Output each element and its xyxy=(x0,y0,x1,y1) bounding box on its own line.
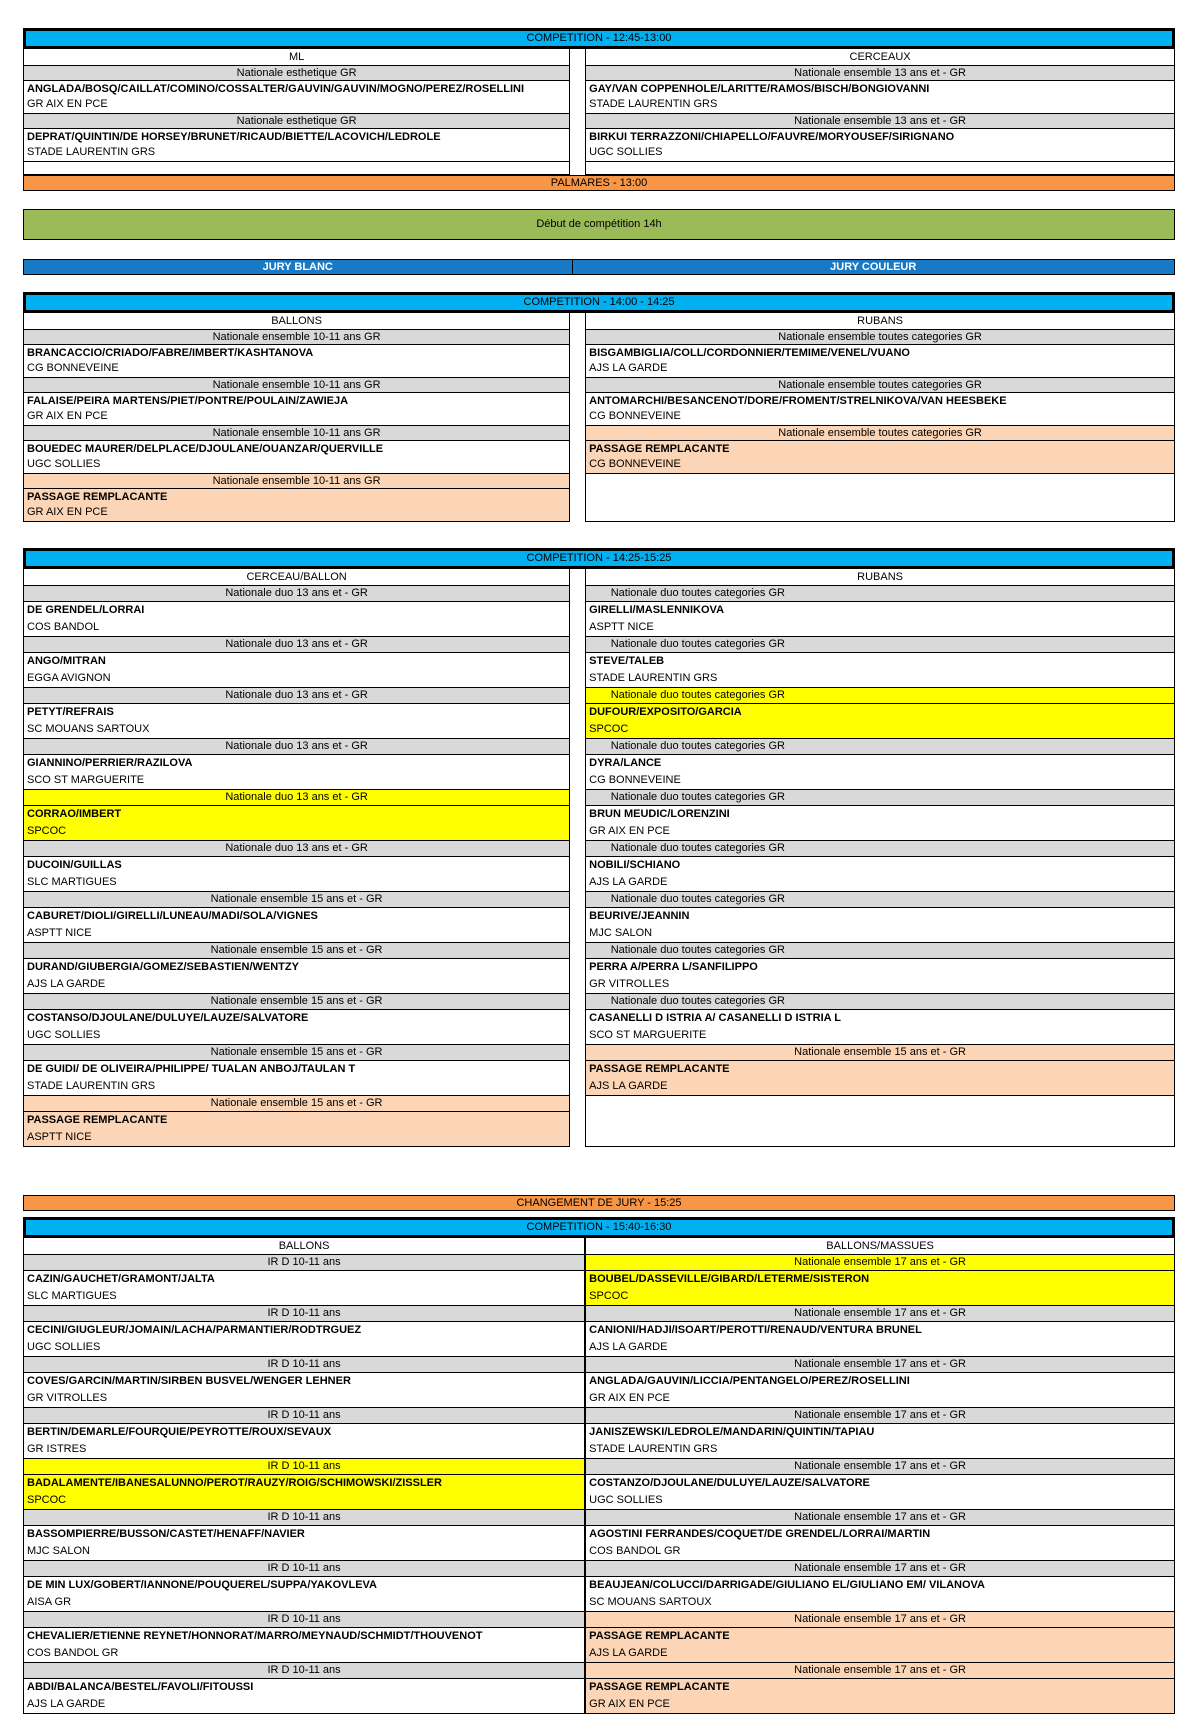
schedule-entry xyxy=(24,790,569,841)
category-header: Nationale ensemble 15 ans et - GR xyxy=(24,1045,569,1061)
columns xyxy=(23,1238,1175,1714)
category-header: Nationale ensemble toutes categories GR xyxy=(586,378,1174,393)
club-name: GR AIX EN PCE xyxy=(24,505,569,521)
apparatus-title: RUBANS xyxy=(586,569,1174,586)
club-name: AJS LA GARDE xyxy=(586,1078,1174,1095)
team-names: DE MIN LUX/GOBERT/IANNONE/POUQUEREL/SUPPA/YAKOVLEVA xyxy=(27,1579,378,1591)
team-names: GAY/VAN COPPENHOLE/LARITTE/RAMOS/BISCH/BONGIOVANNI xyxy=(589,83,930,95)
team-names: ANGLADA/BOSQ/CAILLAT/COMINO/COSSALTER/GAUVIN/GAUVIN/MOGNO/PEREZ/ROSELLINI xyxy=(27,83,525,95)
club-name: STADE LAURENTIN GRS xyxy=(589,672,718,684)
club-name: COS BANDOL GR xyxy=(27,1647,119,1659)
category-header: Nationale ensemble 17 ans et - GR xyxy=(586,1561,1174,1577)
team-names: COSTANSO/DJOULANE/DULUYE/LAUZE/SALVATORE xyxy=(27,1012,309,1024)
right-column xyxy=(585,313,1175,522)
schedule-entry xyxy=(586,688,1174,739)
jury-row xyxy=(23,259,1175,275)
category-header: IR D 10-11 ans xyxy=(24,1408,584,1424)
category-header: Nationale ensemble 13 ans et - GR xyxy=(586,66,1174,81)
schedule-entry xyxy=(586,739,1174,790)
team-names: PASSAGE REMPLACANTE xyxy=(24,1112,569,1129)
team-names: ANGO/MITRAN xyxy=(27,655,106,667)
category-header: Nationale duo 13 ans et - GR xyxy=(24,688,569,704)
schedule-entry xyxy=(586,330,1174,378)
left-column xyxy=(23,49,570,175)
club-name: STADE LAURENTIN GRS xyxy=(589,98,718,110)
schedule-entry xyxy=(24,586,569,637)
category-header: Nationale duo 13 ans et - GR xyxy=(24,637,569,653)
category-header: IR D 10-11 ans xyxy=(24,1561,584,1577)
team-names: FALAISE/PEIRA MARTENS/PIET/PONTRE/POULAIN/ZAWIEJA xyxy=(27,395,349,407)
empty-row xyxy=(586,162,1174,174)
team-names: GIRELLI/MASLENNIKOVA xyxy=(589,604,725,616)
schedule-entry xyxy=(24,943,569,994)
team-names: CAZIN/GAUCHET/GRAMONT/JALTA xyxy=(27,1273,215,1285)
club-name: ASPTT NICE xyxy=(589,621,654,633)
apparatus-title: ML xyxy=(24,49,569,66)
club-name: GR AIX EN PCE xyxy=(586,1696,1174,1713)
competition-section xyxy=(23,548,1175,1147)
schedule-entry xyxy=(24,1408,584,1459)
category-header: IR D 10-11 ans xyxy=(24,1357,584,1373)
team-names: ANGLADA/GAUVIN/LICCIA/PENTANGELO/PEREZ/ROSELLINI xyxy=(589,1375,910,1387)
apparatus-title: CERCEAUX xyxy=(586,49,1174,66)
category-header: Nationale duo toutes categories GR xyxy=(586,841,1174,857)
club-name: GR AIX EN PCE xyxy=(27,98,108,110)
club-name: SPCOC xyxy=(586,1288,1174,1305)
category-header: Nationale ensemble 15 ans et - GR xyxy=(24,994,569,1010)
team-names: BADALAMENTE/IBANESALUNNO/PEROT/RAUZY/ROIG/SCHIMOWSKI/ZISSLER xyxy=(24,1475,584,1492)
club-name: AJS LA GARDE xyxy=(27,978,106,990)
team-names: BERTIN/DEMARLE/FOURQUIE/PEYROTTE/ROUX/SEVAUX xyxy=(27,1426,332,1438)
left-column xyxy=(23,569,570,1147)
schedule-entry xyxy=(586,1306,1174,1357)
schedule-entry xyxy=(24,330,569,378)
team-names: CORRAO/IMBERT xyxy=(24,806,569,823)
category-header: Nationale duo 13 ans et - GR xyxy=(24,739,569,755)
category-header: Nationale ensemble 15 ans et - GR xyxy=(24,1096,569,1112)
schedule-entry xyxy=(24,892,569,943)
category-header: Nationale ensemble 17 ans et - GR xyxy=(586,1357,1174,1373)
team-names: BEAUJEAN/COLUCCI/DARRIGADE/GIULIANO EL/GIULIANO EM/ VILANOVA xyxy=(589,1579,985,1591)
competition-section xyxy=(23,1217,1175,1714)
empty-cell xyxy=(586,1096,1174,1146)
category-header: IR D 10-11 ans xyxy=(24,1663,584,1679)
category-header: Nationale ensemble 17 ans et - GR xyxy=(586,1663,1174,1679)
category-header: IR D 10-11 ans xyxy=(24,1255,584,1271)
jury-blanc-cell: JURY BLANC xyxy=(23,259,573,275)
team-names: BOUEDEC MAURER/DELPLACE/DJOULANE/OUANZAR/QUERVILLE xyxy=(27,443,384,455)
schedule-entry xyxy=(24,1357,584,1408)
schedule-entry xyxy=(24,1663,584,1713)
club-name: SPCOC xyxy=(24,823,569,840)
left-column xyxy=(23,313,570,522)
schedule-entry xyxy=(586,1561,1174,1612)
category-header: Nationale duo toutes categories GR xyxy=(586,688,1174,704)
team-names: CANIONI/HADJI/ISOART/PEROTTI/RENAUD/VENTURA BRUNEL xyxy=(589,1324,922,1336)
apparatus-title: BALLONS/MASSUES xyxy=(586,1238,1174,1255)
team-names: PASSAGE REMPLACANTE xyxy=(586,441,1174,457)
competition-header: COMPETITION - 14:00 - 14:25 xyxy=(23,292,1175,313)
schedule-entry xyxy=(24,1561,584,1612)
right-column xyxy=(585,569,1175,1147)
category-header: Nationale ensemble 17 ans et - GR xyxy=(586,1306,1174,1322)
category-header: Nationale duo 13 ans et - GR xyxy=(24,586,569,602)
team-names: PASSAGE REMPLACANTE xyxy=(586,1061,1174,1078)
apparatus-title: CERCEAU/BALLON xyxy=(24,569,569,586)
schedule-entry xyxy=(24,1045,569,1096)
club-name: CG BONNEVEINE xyxy=(586,457,1174,473)
team-names: COVES/GARCIN/MARTIN/SIRBEN BUSVEL/WENGER LEHNER xyxy=(27,1375,351,1387)
team-names: ANTOMARCHI/BESANCENOT/DORE/FROMENT/STRELNIKOVA/VAN HEESBEKE xyxy=(589,395,1007,407)
schedule-entry xyxy=(586,892,1174,943)
schedule-entry xyxy=(24,1612,584,1663)
team-names: PERRA A/PERRA L/SANFILIPPO xyxy=(589,961,758,973)
team-names: DUCOIN/GUILLAS xyxy=(27,859,122,871)
schedule-entry xyxy=(586,1612,1174,1663)
team-names: DYRA/LANCE xyxy=(589,757,662,769)
schedule-entry xyxy=(586,426,1174,474)
category-header: Nationale ensemble 15 ans et - GR xyxy=(24,943,569,959)
category-header: Nationale ensemble 15 ans et - GR xyxy=(24,892,569,908)
category-header: IR D 10-11 ans xyxy=(24,1306,584,1322)
club-name: STADE LAURENTIN GRS xyxy=(27,1080,156,1092)
team-names: CASANELLI D ISTRIA A/ CASANELLI D ISTRIA L xyxy=(589,1012,841,1024)
club-name: CG BONNEVEINE xyxy=(589,774,681,786)
team-names: GIANNINO/PERRIER/RAZILOVA xyxy=(27,757,193,769)
club-name: STADE LAURENTIN GRS xyxy=(27,146,156,158)
columns xyxy=(23,313,1175,522)
schedule-entry xyxy=(24,474,569,521)
schedule-entry xyxy=(586,114,1174,162)
club-name: ASPTT NICE xyxy=(27,927,92,939)
team-names: BRANCACCIO/CRIADO/FABRE/IMBERT/KASHTANOVA xyxy=(27,347,314,359)
club-name: AJS LA GARDE xyxy=(589,362,668,374)
club-name: SC MOUANS SARTOUX xyxy=(27,723,150,735)
category-header: Nationale ensemble 17 ans et - GR xyxy=(586,1612,1174,1628)
team-names: BASSOMPIERRE/BUSSON/CASTET/HENAFF/NAVIER xyxy=(27,1528,305,1540)
team-names: DE GRENDEL/LORRAI xyxy=(27,604,145,616)
team-names: ABDI/BALANCA/BESTEL/FAVOLI/FITOUSSI xyxy=(27,1681,254,1693)
category-header: IR D 10-11 ans xyxy=(24,1510,584,1526)
schedule-entry xyxy=(586,841,1174,892)
competition-section xyxy=(23,292,1175,522)
schedule-banner: PALMARES - 13:00 xyxy=(23,175,1175,191)
club-name: STADE LAURENTIN GRS xyxy=(589,1443,718,1455)
club-name: AJS LA GARDE xyxy=(589,1341,668,1353)
club-name: ASPTT NICE xyxy=(24,1129,569,1146)
team-names: PASSAGE REMPLACANTE xyxy=(586,1679,1174,1696)
club-name: SPCOC xyxy=(586,721,1174,738)
schedule-entry xyxy=(586,637,1174,688)
team-names: BEURIVE/JEANNIN xyxy=(589,910,690,922)
club-name: SLC MARTIGUES xyxy=(27,876,117,888)
category-header: Nationale ensemble toutes categories GR xyxy=(586,330,1174,345)
schedule-entry xyxy=(586,1357,1174,1408)
club-name: CG BONNEVEINE xyxy=(589,410,681,422)
schedule-entry xyxy=(586,994,1174,1045)
club-name: UGC SOLLIES xyxy=(27,1341,101,1353)
category-header: Nationale duo toutes categories GR xyxy=(586,739,1174,755)
club-name: EGGA AVIGNON xyxy=(27,672,111,684)
columns xyxy=(23,569,1175,1147)
team-names: AGOSTINI FERRANDES/COQUET/DE GRENDEL/LORRAI/MARTIN xyxy=(589,1528,931,1540)
team-names: PASSAGE REMPLACANTE xyxy=(24,489,569,505)
competition-header: COMPETITION - 12:45-13:00 xyxy=(23,28,1175,49)
team-names: BISGAMBIGLIA/COLL/CORDONNIER/TEMIME/VENEL/VUANO xyxy=(589,347,910,359)
club-name: GR ISTRES xyxy=(27,1443,87,1455)
category-header: Nationale ensemble 17 ans et - GR xyxy=(586,1255,1174,1271)
category-header: Nationale ensemble 13 ans et - GR xyxy=(586,114,1174,129)
category-header: Nationale duo toutes categories GR xyxy=(586,892,1174,908)
schedule-entry xyxy=(24,994,569,1045)
category-header: Nationale ensemble toutes categories GR xyxy=(586,426,1174,441)
empty-row xyxy=(24,162,569,174)
schedule-entry xyxy=(586,1045,1174,1096)
debut-banner: Début de compétition 14h xyxy=(23,209,1175,240)
team-names: STEVE/TALEB xyxy=(589,655,665,667)
schedule-entry xyxy=(24,1096,569,1146)
schedule-entry xyxy=(24,1510,584,1561)
schedule-entry xyxy=(24,66,569,114)
right-column xyxy=(585,1238,1175,1714)
category-header: Nationale ensemble 15 ans et - GR xyxy=(586,1045,1174,1061)
category-header: Nationale ensemble 10-11 ans GR xyxy=(24,474,569,489)
apparatus-title: BALLONS xyxy=(24,1238,584,1255)
category-header: Nationale ensemble 17 ans et - GR xyxy=(586,1408,1174,1424)
schedule-entry xyxy=(586,378,1174,426)
schedule-entry xyxy=(586,1510,1174,1561)
schedule-entry xyxy=(24,1306,584,1357)
category-header: Nationale duo toutes categories GR xyxy=(586,586,1174,602)
club-name: SC MOUANS SARTOUX xyxy=(589,1596,712,1608)
team-names: DUFOUR/EXPOSITO/GARCIA xyxy=(586,704,1174,721)
team-names: CECINI/GIUGLEUR/JOMAIN/LACHA/PARMANTIER/RODTRGUEZ xyxy=(27,1324,362,1336)
club-name: GR AIX EN PCE xyxy=(589,1392,670,1404)
category-header: Nationale duo 13 ans et - GR xyxy=(24,841,569,857)
club-name: GR AIX EN PCE xyxy=(27,410,108,422)
club-name: AJS LA GARDE xyxy=(586,1645,1174,1662)
category-header: Nationale duo toutes categories GR xyxy=(586,637,1174,653)
club-name: GR VITROLLES xyxy=(27,1392,108,1404)
team-names: BIRKUI TERRAZZONI/CHIAPELLO/FAUVRE/MORYOUSEF/SIRIGNANO xyxy=(589,131,955,143)
category-header: Nationale ensemble 17 ans et - GR xyxy=(586,1459,1174,1475)
right-column xyxy=(585,49,1175,175)
team-names: COSTANZO/DJOULANE/DULUYE/LAUZE/SALVATORE xyxy=(589,1477,870,1489)
club-name: SPCOC xyxy=(24,1492,584,1509)
team-names: DEPRAT/QUINTIN/DE HORSEY/BRUNET/RICAUD/BIETTE/LACOVICH/LEDROLE xyxy=(27,131,441,143)
left-column xyxy=(23,1238,585,1714)
jury-couleur-cell: JURY COULEUR xyxy=(573,259,1175,275)
club-name: UGC SOLLIES xyxy=(27,1029,101,1041)
schedule-entry xyxy=(586,790,1174,841)
schedule-entry xyxy=(24,114,569,162)
team-names: CABURET/DIOLI/GIRELLI/LUNEAU/MADI/SOLA/VIGNES xyxy=(27,910,318,922)
schedule-entry xyxy=(24,1255,584,1306)
club-name: AJS LA GARDE xyxy=(27,1698,106,1710)
club-name: GR AIX EN PCE xyxy=(589,825,670,837)
competition-header: COMPETITION - 15:40-16:30 xyxy=(23,1217,1175,1238)
category-header: Nationale duo 13 ans et - GR xyxy=(24,790,569,806)
schedule-entry xyxy=(586,1459,1174,1510)
team-names: BRUN MEUDIC/LORENZINI xyxy=(589,808,730,820)
apparatus-title: BALLONS xyxy=(24,313,569,330)
category-header: Nationale ensemble 10-11 ans GR xyxy=(24,330,569,345)
empty-cell xyxy=(586,474,1174,521)
category-header: Nationale duo toutes categories GR xyxy=(586,790,1174,806)
schedule-entry xyxy=(24,1459,584,1510)
category-header: Nationale ensemble 10-11 ans GR xyxy=(24,426,569,441)
schedule-entry xyxy=(586,66,1174,114)
category-header: IR D 10-11 ans xyxy=(24,1459,584,1475)
club-name: COS BANDOL GR xyxy=(589,1545,681,1557)
columns xyxy=(23,49,1175,175)
club-name: AJS LA GARDE xyxy=(589,876,668,888)
club-name: UGC SOLLIES xyxy=(589,1494,663,1506)
club-name: MJC SALON xyxy=(27,1545,90,1557)
schedule-entry xyxy=(24,841,569,892)
team-names: PETYT/REFRAIS xyxy=(27,706,114,718)
club-name: AISA GR xyxy=(27,1596,72,1608)
schedule-entry xyxy=(586,943,1174,994)
schedule-entry xyxy=(24,637,569,688)
schedule-entry xyxy=(586,586,1174,637)
club-name: CG BONNEVEINE xyxy=(27,362,119,374)
team-names: PASSAGE REMPLACANTE xyxy=(586,1628,1174,1645)
team-names: JANISZEWSKI/LEDROLE/MANDARIN/QUINTIN/TAPIAU xyxy=(589,1426,875,1438)
schedule-banner: CHANGEMENT DE JURY - 15:25 xyxy=(23,1195,1175,1211)
schedule-entry xyxy=(586,1408,1174,1459)
club-name: SCO ST MARGUERITE xyxy=(589,1029,707,1041)
team-names: DE GUIDI/ DE OLIVEIRA/PHILIPPE/ TUALAN ANBOJ/TAULAN T xyxy=(27,1063,356,1075)
schedule-entry xyxy=(24,378,569,426)
category-header: Nationale ensemble 17 ans et - GR xyxy=(586,1510,1174,1526)
category-header: Nationale duo toutes categories GR xyxy=(586,994,1174,1010)
competition-header: COMPETITION - 14:25-15:25 xyxy=(23,548,1175,569)
club-name: SCO ST MARGUERITE xyxy=(27,774,145,786)
apparatus-title: RUBANS xyxy=(586,313,1174,330)
schedule-entry xyxy=(24,739,569,790)
category-header: IR D 10-11 ans xyxy=(24,1612,584,1628)
club-name: SLC MARTIGUES xyxy=(27,1290,117,1302)
club-name: UGC SOLLIES xyxy=(589,146,663,158)
category-header: Nationale ensemble 10-11 ans GR xyxy=(24,378,569,393)
schedule-document xyxy=(23,28,1175,1714)
schedule-entry xyxy=(24,426,569,474)
club-name: GR VITROLLES xyxy=(589,978,670,990)
schedule-sections xyxy=(23,28,1175,1714)
category-header: Nationale duo toutes categories GR xyxy=(586,943,1174,959)
team-names: NOBILI/SCHIANO xyxy=(589,859,681,871)
club-name: UGC SOLLIES xyxy=(27,458,101,470)
team-names: CHEVALIER/ETIENNE REYNET/HONNORAT/MARRO/MEYNAUD/SCHMIDT/THOUVENOT xyxy=(27,1630,483,1642)
team-names: DURAND/GIUBERGIA/GOMEZ/SEBASTIEN/WENTZY xyxy=(27,961,299,973)
club-name: MJC SALON xyxy=(589,927,653,939)
schedule-entry xyxy=(586,1255,1174,1306)
schedule-entry xyxy=(586,1663,1174,1713)
club-name: COS BANDOL xyxy=(27,621,100,633)
category-header: Nationale esthetique GR xyxy=(24,66,569,81)
schedule-entry xyxy=(24,688,569,739)
team-names: BOUBEL/DASSEVILLE/GIBARD/LETERME/SISTERON xyxy=(586,1271,1174,1288)
category-header: Nationale esthetique GR xyxy=(24,114,569,129)
competition-section xyxy=(23,28,1175,175)
